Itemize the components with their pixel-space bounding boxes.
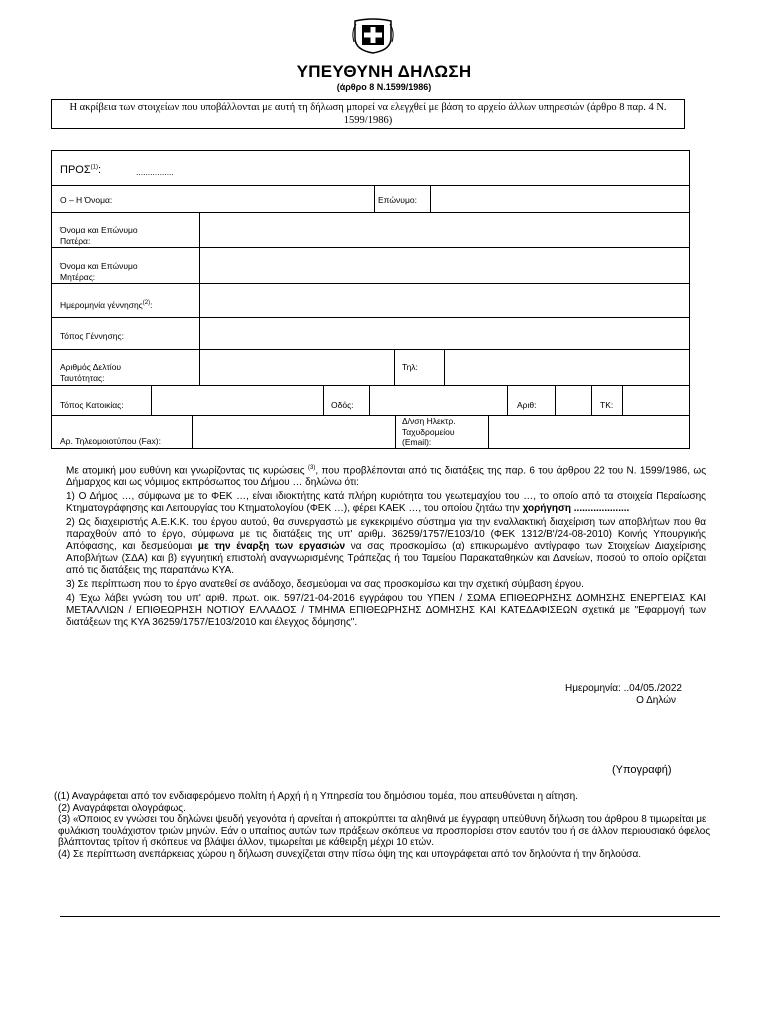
email-field[interactable] (491, 417, 687, 446)
id-card-label: Αριθμός Δελτίου Ταυτότητας: (60, 362, 122, 383)
phone-field[interactable] (447, 351, 687, 383)
street-number-field[interactable] (558, 387, 589, 413)
fax-label: Αρ. Τηλεομοιοτύπου (Fax): (60, 436, 161, 446)
phone-label: Τηλ: (402, 362, 418, 372)
footnote-4: (4) Σε περίπτωση ανεπάρκειας χώρου η δήλωση συνεχίζεται στην πίσω όψη της και υπογράφεται από τον δηλούντα ή την δηλούσα. (58, 848, 642, 860)
birthplace-label: Τόπος Γέννησης: (60, 331, 124, 341)
email-label: Δ/νση Ηλεκτρ. Ταχυδρομείου (Email): (402, 416, 456, 447)
first-name-label: Ο – Η Όνομα: (60, 195, 113, 205)
fax-field[interactable] (195, 417, 393, 446)
document-subtitle: (άρθρο 8 Ν.1599/1986) (336, 82, 432, 92)
birthplace-field[interactable] (202, 319, 687, 347)
declaration-item-1: 1) Ο Δήμος …, σύμφωνα με το ΦΕΚ …, είναι ιδιοκτήτης κατά πλήρη κυριότητα του γεωτεμαχίου του …, το οποίο από τα στοιχεία Περαίωσης Κτηματογράφησης και Λειτουργίας του Κτηματολογίου (ΦΕΚ …), φέρει ΚΑΕΚ …, του οποίου ζητάω την χορήγηση .................... (66, 491, 706, 515)
residence-field[interactable] (154, 387, 321, 413)
document-title: ΥΠΕΥΘΥΝΗ ΔΗΛΩΣΗ (296, 62, 472, 81)
postal-code-label: ΤΚ: (600, 400, 614, 410)
birthdate-field[interactable] (202, 285, 687, 315)
first-name-field[interactable] (202, 187, 372, 210)
birthdate-label: Ημερομηνία γέννησης$^{(2)}$: (60, 299, 153, 310)
mother-name-label: Όνομα και Επώνυμο Μητέρας: (60, 261, 138, 282)
footnote-3: (3) «Όποιος εν γνώσει του δηλώνει ψευδή γεγονότα ή αρνείται ή αποκρύπτει τα αληθινά με έγγραφη υπεύθυνη δήλωση του άρθρου 8 τιμωρείται με φυλάκιση τουλάχιστον τριών μηνών. Εάν ο υπαίτιος αυτών των πράξεων σκόπευε να προσπορίσει στον εαυτόν του ή σε άλλον περιουσιακό όφελος βλάπτοντας τρίτον ή σκόπευε να βλάψει άλλον, τιμωρείται με κάθειρξη μέχρι 10 ετών. (58, 814, 711, 848)
declaration-date: Ημερομηνία: ..04/05./2022 (565, 683, 682, 694)
recipient-label: ΠΡΟΣ$^{(1)}$: (60, 164, 102, 176)
father-name-field[interactable] (202, 214, 687, 245)
street-number-label: Αριθ: (517, 400, 537, 410)
declarant-details-form (51, 150, 690, 449)
residence-label: Τόπος Κατοικίας: (60, 400, 124, 410)
father-name-label: Όνομα και Επώνυμο Πατέρα: (60, 225, 138, 246)
surname-field[interactable] (433, 187, 687, 210)
declaration-item-4: 4) Έχω λάβει γνώση του υπ' αριθ. πρωτ. οικ. 597/21-04-2016 εγγράφου του ΥΠΕΝ / ΣΩΜΑ ΕΠΙΘΕΩΡΗΣΗΣ ΔΟΜΗΣΗΣ ΕΝΕΡΓΕΙΑΣ ΚΑΙ ΜΕΤΑΛΛΙΩΝ / ΕΠΙΘΕΩΡΗΣΗ ΝΟΤΙΟΥ ΕΛΛΑΔΟΣ / ΤΜΗΜΑ ΕΠΙΘΕΩΡΗΣΗΣ ΔΟΜΗΣΗΣ ΚΑΙ ΚΑΤΕΔΑΦΙΣΕΩΝ σχετικά με "Εφαρμογή των διατάξεων της ΚΥΑ 36259/1757/Ε103/2010 και έλεγχος δόμησης". (66, 593, 706, 629)
surname-label: Επώνυμο: (378, 195, 417, 205)
footnote-2: (2) Αναγράφεται ολογράφως. (58, 802, 186, 814)
signature-block (565, 683, 682, 707)
declarant-label: Ο Δηλών (636, 695, 676, 706)
id-card-field[interactable] (202, 351, 392, 383)
mother-name-field[interactable] (202, 249, 687, 281)
footnotes (54, 791, 714, 860)
bottom-divider (60, 916, 720, 917)
street-label: Οδός: (331, 400, 354, 410)
recipient-field[interactable]: ................ (136, 167, 174, 177)
declaration-item-3: 3) Σε περίπτωση που το έργο ανατεθεί σε ανάδοχο, δεσμεύομαι να σας προσκομίσω και την σχετική σύμβαση έργου. (66, 579, 584, 591)
street-field[interactable] (372, 387, 505, 413)
declaration-body (66, 462, 706, 631)
postal-code-field[interactable] (625, 387, 687, 413)
greek-coat-of-arms-icon (350, 18, 396, 54)
verification-notice: Η ακρίβεια των στοιχείων που υποβάλλονται με αυτή τη δήλωση μπορεί να ελεγχθεί με βάση το αρχείο άλλων υπηρεσιών (άρθρο 8 παρ. 4 Ν. 1599/1986) (51, 99, 685, 129)
footnote-1: ((1) Αναγράφεται από τον ενδιαφερόμενο πολίτη ή Αρχή ή η Υπηρεσία του δημόσιου τομέα, που απευθύνεται η αίτηση. (54, 791, 578, 802)
signature-label: (Υπογραφή) (612, 764, 672, 776)
declaration-item-2: 2) Ως διαχειριστής Α.Ε.Κ.Κ. του έργου αυτού, θα συνεργαστώ με εγκεκριμένο σύστημα για την εναλλακτική διαχείριση των αποβλήτων που θα παραχθούν από το έργο, σύμφωνα με τις διατάξεις της υπ' αριθμ. 36259/1757/Ε103/10 (ΦΕΚ 1312/Β'/24-08-2010) Κοινής Υπουργικής Απόφασης, και δεσμεύομαι με την έναρξη των εργασιών να σας προσκομίσω (α) επικυρωμένο αντίγραφο των Στοιχείων Διαχείρισης Αποβλήτων (ΣΔΑ) και β) εγγυητική επιστολή αναγνωρισμένης Τράπεζας ή του Ταμείου Παρακαταθηκών και Δανείων, ποσού το οποίο ορίζεται από τις διατάξεις της παραπάνω ΚΥΑ. (66, 517, 706, 577)
declaration-intro: Με ατομική μου ευθύνη και γνωρίζοντας τις κυρώσεις $^{(3)}$, που προβλέπονται από τις διατάξεις της παρ. 6 του άρθρου 22 του Ν. 1599/1986, ως Δήμαρχος και ως νόμιμος εκπρόσωπος του Δήμου … δηλώνω ότι: (66, 465, 707, 489)
